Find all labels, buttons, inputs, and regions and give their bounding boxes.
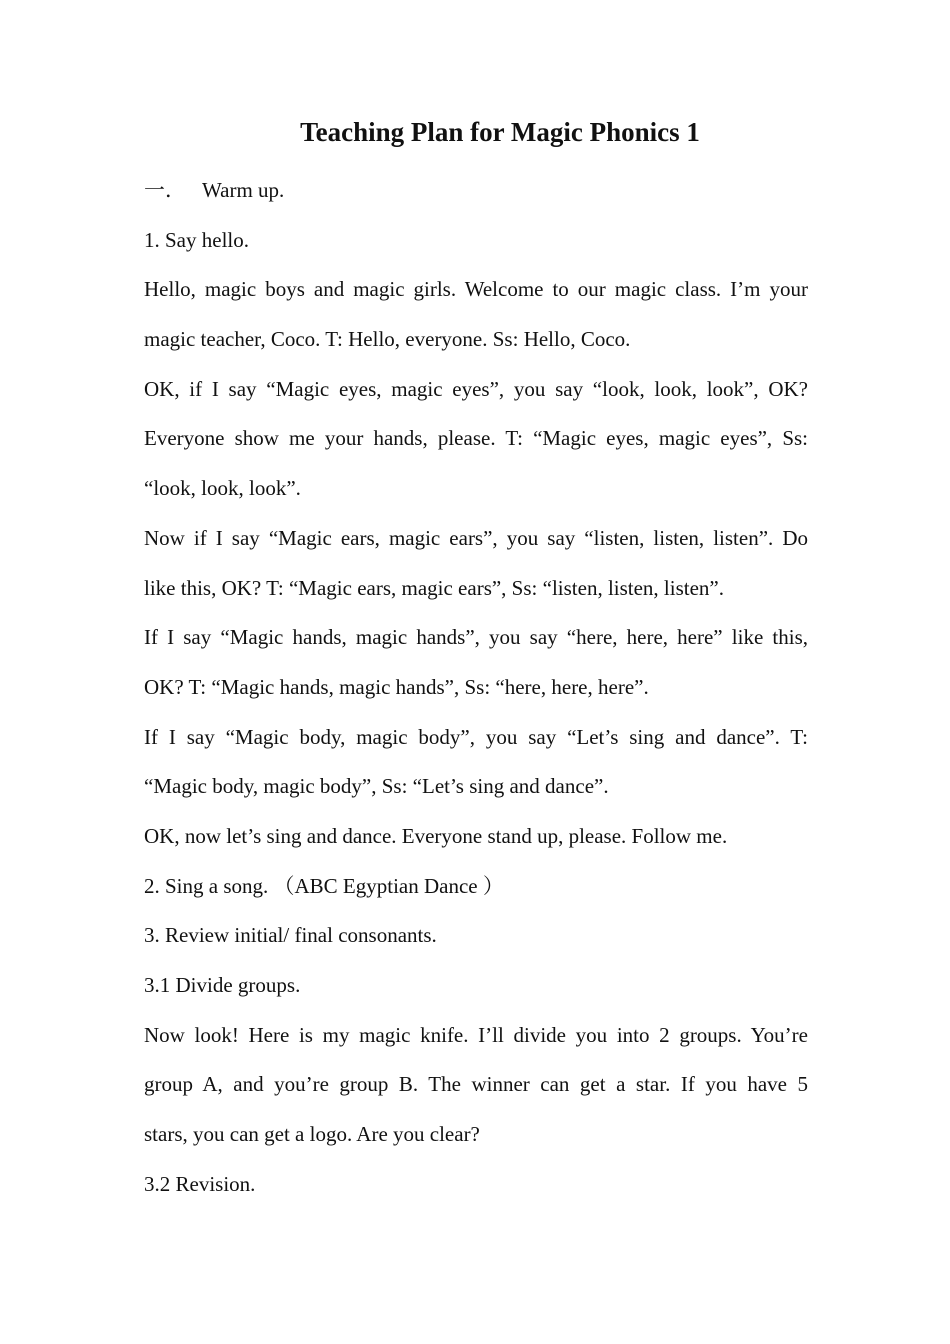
text-line: Now look! Here is my magic knife. I’ll divide you into 2 groups. You’re (144, 1022, 808, 1047)
text-line: If I say “Magic body, magic body”, you say “Let’s sing and dance”. T: (144, 724, 808, 749)
paragraph-lines (144, 216, 808, 1210)
text-line: Hello, magic boys and magic girls. Welcome to our magic class. I’m your (144, 277, 808, 302)
text-line: Everyone show me your hands, please. T: “Magic eyes, magic eyes”, Ss: (144, 426, 808, 451)
text-line: stars, you can get a logo. Are you clear? (144, 1122, 480, 1147)
text-line: Now if I say “Magic ears, magic ears”, you say “listen, listen, listen”. Do (144, 525, 808, 550)
text-line: like this, OK? T: “Magic ears, magic ears”, Ss: “listen, listen, listen”. (144, 575, 725, 600)
section-marker: 一． (144, 178, 186, 202)
text-line: “Magic body, magic body”, Ss: “Let’s sing and dance”. (144, 774, 609, 799)
section-heading (144, 166, 808, 216)
text-line: 3.1 Divide groups. (144, 973, 301, 997)
text-line: 2. Sing a song. （ABC Egyptian Dance ） (144, 873, 504, 898)
text-line: magic teacher, Coco. T: Hello, everyone. Ss: Hello, Coco. (144, 327, 631, 352)
section-heading-text: Warm up. (202, 178, 285, 202)
document-body (144, 166, 808, 1209)
text-line: OK, now let’s sing and dance. Everyone stand up, please. Follow me. (144, 823, 728, 848)
text-line: OK, if I say “Magic eyes, magic eyes”, you say “look, look, look”, OK? (144, 376, 808, 401)
text-line: “look, look, look”. (144, 476, 301, 501)
text-line: 1. Say hello. (144, 227, 249, 252)
text-line: 3.2 Revision. (144, 1171, 256, 1196)
text-line: If I say “Magic hands, magic hands”, you say “here, here, here” like this, (144, 625, 808, 650)
text-line: group A, and you’re group B. The winner can get a star. If you have 5 (144, 1072, 808, 1097)
document-title: Teaching Plan for Magic Phonics 1 (300, 117, 700, 147)
text-line: OK? T: “Magic hands, magic hands”, Ss: “here, here, here”. (144, 674, 649, 699)
text-line: 3. Review initial/ final consonants. (144, 923, 437, 948)
